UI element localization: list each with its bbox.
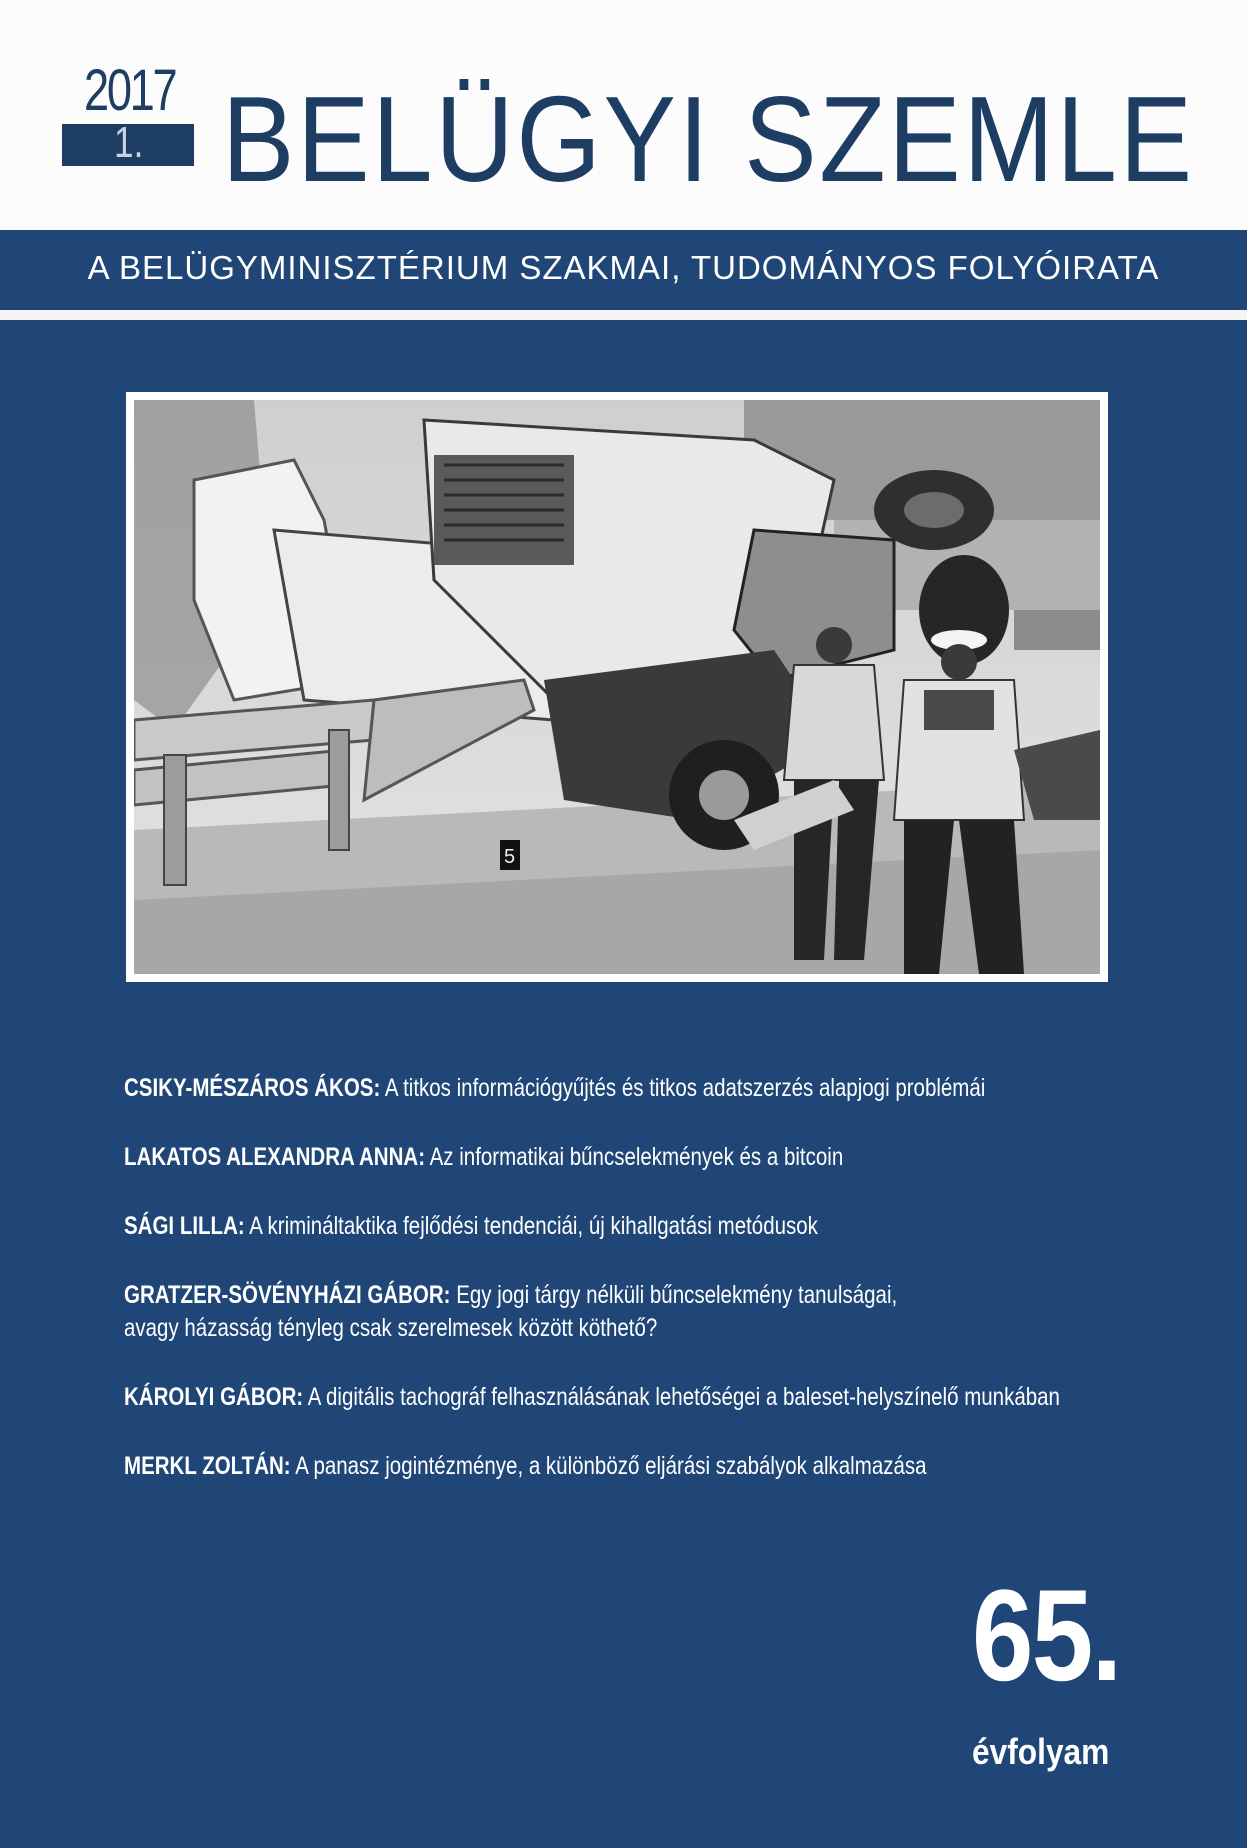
cover-body — [0, 320, 1247, 1848]
table-of-contents — [124, 1072, 1224, 1519]
photo-frame — [134, 400, 1100, 974]
contents-entry — [124, 1381, 1060, 1414]
contents-entry — [124, 1279, 1026, 1345]
entry-title: A panasz jogintézménye, a különböző eljárási szabályok alkalmazása — [295, 1452, 927, 1480]
entry-author: KÁROLYI GÁBOR: — [124, 1383, 304, 1411]
journal-subtitle: A BELÜGYMINISZTÉRIUM SZAKMAI, TUDOMÁNYOS FOLYÓIRATA — [87, 249, 1160, 286]
entry-author: SÁGI LILLA: — [124, 1212, 245, 1240]
entry-author: CSIKY-MÉSZÁROS ÁKOS: — [124, 1074, 381, 1102]
entry-title: A digitális tachográf felhasználásának lehetőségei a baleset-helyszínelő munkában — [307, 1383, 1060, 1411]
entry-title: A titkos információgyűjtés és titkos adatszerzés alapjogi problémái — [384, 1074, 986, 1102]
journal-title: BELÜGYI SZEMLE — [222, 71, 1195, 207]
contents-entry — [124, 1141, 1026, 1174]
issue-badge — [62, 58, 194, 167]
masthead — [0, 0, 1247, 230]
contents-entry — [124, 1210, 1026, 1243]
entry-author: MERKL ZOLTÁN: — [124, 1452, 291, 1480]
entry-title-continued: avagy házasság tényleg csak szerelmesek között köthető? — [124, 1314, 658, 1342]
entry-title: A krimináltaktika fejlődési tendenciái, új kihallgatási metódusok — [249, 1212, 818, 1240]
evidence-marker: 5 — [504, 846, 516, 868]
year: 2017 — [84, 58, 176, 123]
divider — [0, 310, 1247, 320]
volume-number: 65. — [972, 1562, 1121, 1708]
subtitle-band — [0, 230, 1247, 310]
entry-title: Egy jogi tárgy nélküli bűncselekmény tanulságai, — [456, 1281, 898, 1309]
contents-entry — [124, 1072, 1026, 1105]
volume-label: évfolyam — [972, 1731, 1110, 1772]
contents-entry — [124, 1450, 1026, 1483]
entry-title: Az informatikai bűncselekmények és a bitcoin — [429, 1143, 844, 1171]
cover-photo — [126, 392, 1108, 982]
entry-author: LAKATOS ALEXANDRA ANNA: — [124, 1143, 426, 1171]
issue-number: 1. — [114, 118, 144, 167]
truck-accident-photo — [134, 400, 1100, 974]
entry-author: GRATZER-SÖVÉNYHÁZI GÁBOR: — [124, 1281, 451, 1309]
